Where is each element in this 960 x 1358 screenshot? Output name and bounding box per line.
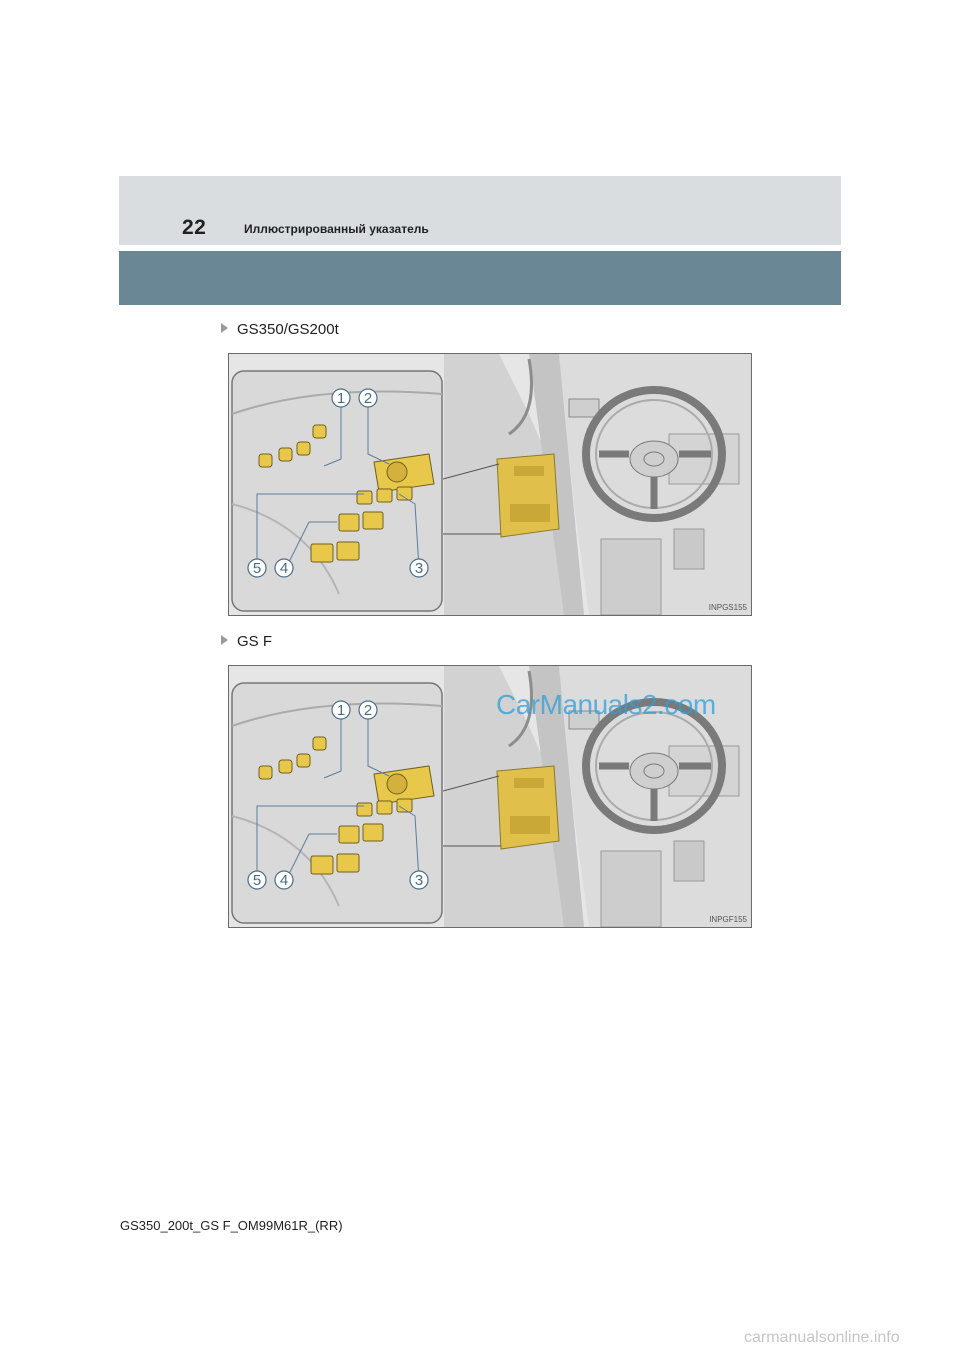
section-label-gs350: GS350/GS200t (221, 321, 339, 338)
triangle-bullet-icon (221, 323, 228, 333)
figure-gs350 (228, 353, 752, 616)
document-code: GS350_200t_GS F_OM99M61R_(RR) (120, 1218, 343, 1233)
site-watermark: carmanualsonline.info (744, 1329, 900, 1346)
callout-1: 1 (336, 390, 346, 407)
callout-2: 2 (363, 702, 373, 719)
callout-4: 4 (279, 872, 289, 889)
callout-4: 4 (279, 560, 289, 577)
callout-3: 3 (414, 560, 424, 577)
callout-3: 3 (414, 872, 424, 889)
image-code: INPGS155 (708, 603, 747, 612)
header-bar-dark (119, 251, 841, 305)
page-number: 22 (182, 216, 207, 239)
callout-1: 1 (336, 702, 346, 719)
triangle-bullet-icon (221, 635, 228, 645)
watermark: CarManuals2.com (496, 689, 716, 720)
image-code: INPGF155 (709, 915, 747, 924)
page-title: Иллюстрированный указатель (244, 222, 429, 236)
section-label-gsf: GS F (221, 633, 272, 650)
callout-5: 5 (252, 560, 262, 577)
callout-2: 2 (363, 390, 373, 407)
header-bar-light (119, 176, 841, 245)
callout-5: 5 (252, 872, 262, 889)
